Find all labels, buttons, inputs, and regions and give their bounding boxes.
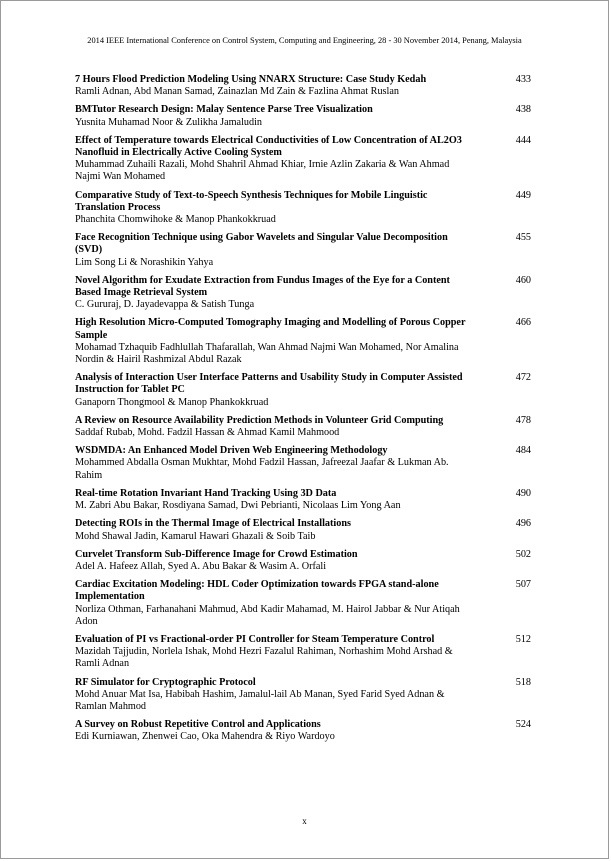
page-number: 496	[515, 518, 531, 530]
toc-entry	[75, 275, 535, 312]
paper-title[interactable]: Detecting ROIs in the Thermal Image of Electrical Installations	[75, 518, 351, 530]
paper-title[interactable]: Curvelet Transform Sub-Difference Image for Crowd Estimation	[75, 548, 358, 560]
paper-title[interactable]: Real-time Rotation Invariant Hand Tracking Using 3D Data	[75, 487, 337, 499]
paper-title[interactable]: Face Recognition Technique using Gabor Wavelets and Singular Value Decomposition (SVD)	[75, 232, 448, 256]
paper-authors: Norliza Othman, Farhanahani Mahmud, Abd Kadir Mahamad, M. Hairol Jabbar & Nur Atiqah Adon	[75, 603, 460, 627]
paper-authors: Saddaf Rubab, Mohd. Fadzil Hassan & Ahmad Kamil Mahmood	[75, 427, 340, 439]
page-number: 455	[515, 232, 531, 244]
page-number: 438	[515, 104, 531, 116]
paper-title[interactable]: High Resolution Micro-Computed Tomography Imaging and Modelling of Porous Copper Sample	[75, 317, 466, 341]
toc-entry	[75, 549, 535, 573]
paper-title[interactable]: RF Simulator for Cryptographic Protocol	[75, 676, 256, 688]
paper-authors: Yusnita Muhamad Noor & Zulikha Jamaludin	[75, 116, 263, 128]
paper-authors: Mohd Anuar Mat Isa, Habibah Hashim, Jamalul-lail Ab Manan, Syed Farid Syed Adnan & Ramlan Mahmod	[75, 688, 445, 712]
paper-title[interactable]: Effect of Temperature towards Electrical Conductivities of Low Concentration of AL2O3 Nanofluid in Electrically Active Cooling System	[75, 134, 462, 159]
paper-authors: C. Gururaj, D. Jayadevappa & Satish Tunga	[75, 299, 255, 311]
page-number: 512	[515, 633, 531, 645]
toc-entry	[75, 74, 535, 98]
toc-entry	[75, 677, 535, 714]
page-number: 524	[515, 719, 531, 731]
page-number: 518	[515, 676, 531, 688]
page-number: 478	[515, 414, 531, 426]
page-number: 460	[515, 274, 531, 286]
paper-authors: Mohammed Abdalla Osman Mukhtar, Mohd Fadzil Hassan, Jafreezal Jaafar & Lukman Ab. Rahim	[75, 457, 449, 481]
paper-authors: Muhammad Zuhaili Razali, Mohd Shahril Ahmad Khiar, Irnie Azlin Zakaria & Wan Ahmad Najmi Wan Mohamed	[75, 159, 450, 183]
paper-title[interactable]: Analysis of Interaction User Interface Patterns and Usability Study in Computer Assisted Instruction for Tablet PC	[75, 372, 463, 396]
paper-authors: Mohamad Tzhaquib Fadhlullah Thafarallah, Wan Ahmad Najmi Wan Mohamed, Nor Amalina Nordin & Hairil Rashmizal Abdul Razak	[75, 341, 459, 366]
paper-authors: M. Zabri Abu Bakar, Rosdiyana Samad, Dwi Pebrianti, Nicolaas Lim Yong Aan	[75, 500, 401, 512]
toc-entry	[75, 104, 535, 128]
toc-entry	[75, 518, 535, 542]
page-number: 484	[515, 445, 531, 457]
toc-entry	[75, 232, 535, 269]
paper-title[interactable]: BMTutor Research Design: Malay Sentence Parse Tree Visualization	[75, 104, 373, 116]
toc-entry	[75, 719, 535, 743]
paper-authors: Lim Song Li & Norashikin Yahya	[75, 256, 214, 268]
page-number: 449	[515, 189, 531, 201]
paper-authors: Edi Kurniawan, Zhenwei Cao, Oka Mahendra & Riyo Wardoyo	[75, 731, 335, 743]
page-number: 444	[515, 134, 531, 146]
paper-authors: Phanchita Chomwihoke & Manop Phankokkruad	[75, 214, 276, 226]
toc-entry	[75, 135, 535, 184]
paper-authors: Adel A. Hafeez Allah, Syed A. Abu Bakar & Wasim A. Orfali	[75, 560, 327, 572]
page-number: 466	[515, 317, 531, 329]
page-footer-number: x	[302, 816, 307, 826]
toc-entry	[75, 317, 535, 366]
paper-authors: Ganaporn Thongmool & Manop Phankokkruad	[75, 396, 269, 408]
page-number: 507	[515, 579, 531, 591]
paper-title[interactable]: Evaluation of PI vs Fractional-order PI Controller for Steam Temperature Control	[75, 633, 435, 645]
page-number: 472	[515, 372, 531, 384]
paper-title[interactable]: Cardiac Excitation Modeling: HDL Coder Optimization towards FPGA stand-alone Implementation	[75, 579, 439, 603]
toc-entry	[75, 579, 535, 628]
paper-authors: Ramli Adnan, Abd Manan Samad, Zainazlan Md Zain & Fazlina Ahmat Ruslan	[75, 86, 399, 98]
page-number: 433	[515, 74, 531, 85]
paper-title[interactable]: A Survey on Robust Repetitive Control and Applications	[75, 719, 321, 731]
toc-entry	[75, 372, 535, 409]
page-number: 490	[515, 487, 531, 499]
page-number: 502	[515, 548, 531, 560]
toc-entry	[75, 445, 535, 482]
paper-authors: Mohd Shawal Jadin, Kamarul Hawari Ghazali & Soib Taib	[75, 530, 316, 542]
paper-title[interactable]: WSDMDA: An Enhanced Model Driven Web Engineering Methodology	[75, 445, 388, 457]
running-header: 2014 IEEE International Conference on Control System, Computing and Engineering, 28 - 30 November 2014, Penang, Malaysia	[87, 36, 522, 45]
paper-title[interactable]: A Review on Resource Availability Prediction Methods in Volunteer Grid Computing	[75, 414, 444, 426]
toc-entry	[75, 190, 535, 227]
paper-title[interactable]: 7 Hours Flood Prediction Modeling Using NNARX Structure: Case Study Kedah	[75, 74, 427, 85]
toc-entry	[75, 415, 535, 439]
paper-authors: Mazidah Tajjudin, Norlela Ishak, Mohd Hezri Fazalul Rahiman, Norhashim Mohd Arshad & Ramli Adnan	[75, 646, 453, 670]
paper-title[interactable]: Novel Algorithm for Exudate Extraction from Fundus Images of the Eye for a Content Based Image Retrieval System	[75, 274, 450, 299]
toc-entry	[75, 634, 535, 671]
toc-entry	[75, 488, 535, 512]
paper-title[interactable]: Comparative Study of Text-to-Speech Synthesis Techniques for Mobile Linguistic Translation Process	[75, 189, 428, 213]
table-of-contents	[75, 74, 535, 750]
